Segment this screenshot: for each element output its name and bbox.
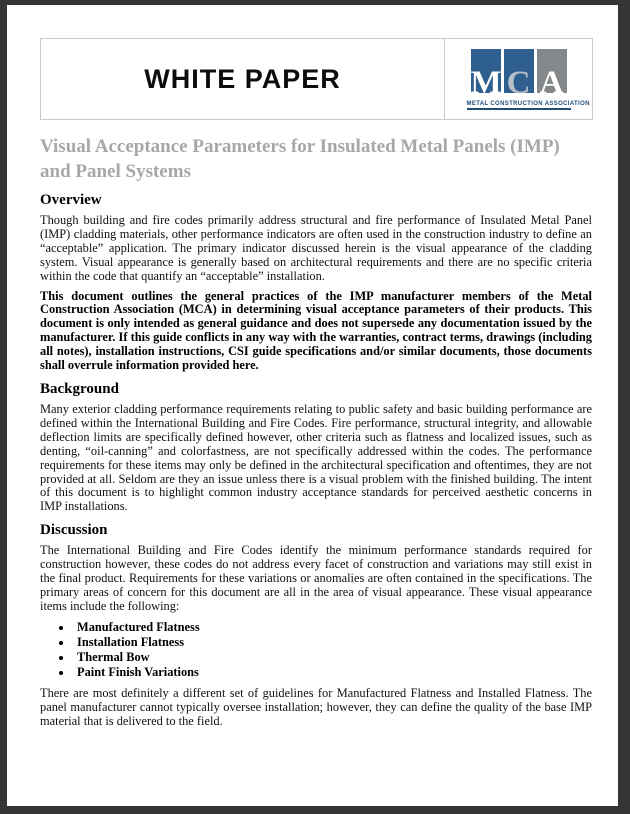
white-paper-title: WHITE PAPER	[144, 63, 341, 94]
mca-logo-m-square-icon	[470, 49, 502, 101]
bullet-paint-finish-variations: • Paint Finish Variations	[73, 665, 592, 680]
page-content	[7, 5, 618, 728]
discussion-paragraph-1: The International Building and Fire Codes identify the minimum performance standards required for construction however, these codes do not address every facet of construction and variations may still exist in the final product. Requirements for these variations or anomalies are often contained in the specifications. The primary areas of concern for this document are all in the area of visual appearance. These visual appearance items include the following:	[40, 543, 592, 613]
background-paragraph-1: Many exterior cladding performance requirements relating to public safety and basic building performance are defined within the International Building and Fire Codes. Fire performance, structural integrity, and allowable deflection limits are specifically defined however, other criteria such as flatness and localized issues, such as denting, “oil-canning” and colorfastness, are not specifically addressed within the codes. The performance requirements for these items may only be defined in the architectural specification and oftentimes, they are not provided at all. Seldom are they an issue unless there is a visual problem with the finished building. The intent of this document is to highlight common industry acceptance standards for perceived aesthetic concerns in IMP installations.	[40, 401, 592, 514]
overview-paragraph-2: This document outlines the general practices of the IMP manufacturer members of the Metal Construction Association (MCA) in determining visual acceptance parameters of their products. This document is only intended as general guidance and does not supersede any documentation issued by the manufacturer. If this guide conflicts in any way with the warranties, contract terms, drawings (including all notes), installation instructions, CSI guide specifications and/or similar documents, those documents shall overrule information provided here.	[40, 288, 592, 373]
header-logo-cell	[445, 39, 592, 119]
mca-logo-c-square-icon	[504, 49, 534, 101]
overview-paragraph-1: Though building and fire codes primarily address structural and fire performance of Insulated Metal Panel (IMP) cladding materials, other performance indicators are often used in the construction industry to define an “acceptable” application. The primary indicator discussed herein is the visual appearance of the cladding system. Visual appearance is generally based on architectural requirements and there are no specific criteria within the code that quantify an “acceptable” installation.	[40, 213, 592, 283]
bullet-installation-flatness: • Installation Flatness	[73, 635, 592, 650]
header-title-cell	[41, 39, 445, 119]
document-page	[7, 5, 618, 806]
overview-heading: Overview	[40, 192, 102, 208]
discussion-paragraph-2: There are most definitely a different set of guidelines for Manufactured Flatness and Installed Flatness. The panel manufacturer cannot typically oversee installation; however, they can define the quality of the base IMP material that is delivered to the field.	[40, 685, 592, 728]
visual-appearance-bullet-list	[40, 620, 592, 680]
white-paper-header	[40, 38, 593, 120]
bullet-thermal-bow: • Thermal Bow	[73, 650, 592, 665]
document-title: Visual Acceptance Parameters for Insulated Metal Panels (IMP) and Panel Systems	[40, 136, 560, 182]
mca-logo-caption: METAL CONSTRUCTION ASSOCIATION	[467, 101, 571, 110]
discussion-heading: Discussion	[40, 522, 108, 539]
background-heading: Background	[40, 380, 119, 397]
mca-logo-squares	[467, 49, 571, 101]
mca-logo-letter-a: A	[539, 64, 564, 101]
mca-logo-letter-c: C	[506, 64, 531, 101]
mca-logo	[466, 49, 590, 110]
mca-logo-a-square-icon	[537, 49, 567, 101]
mca-logo-letter-m: M	[470, 64, 502, 101]
bullet-manufactured-flatness: • Manufactured Flatness	[73, 620, 592, 635]
